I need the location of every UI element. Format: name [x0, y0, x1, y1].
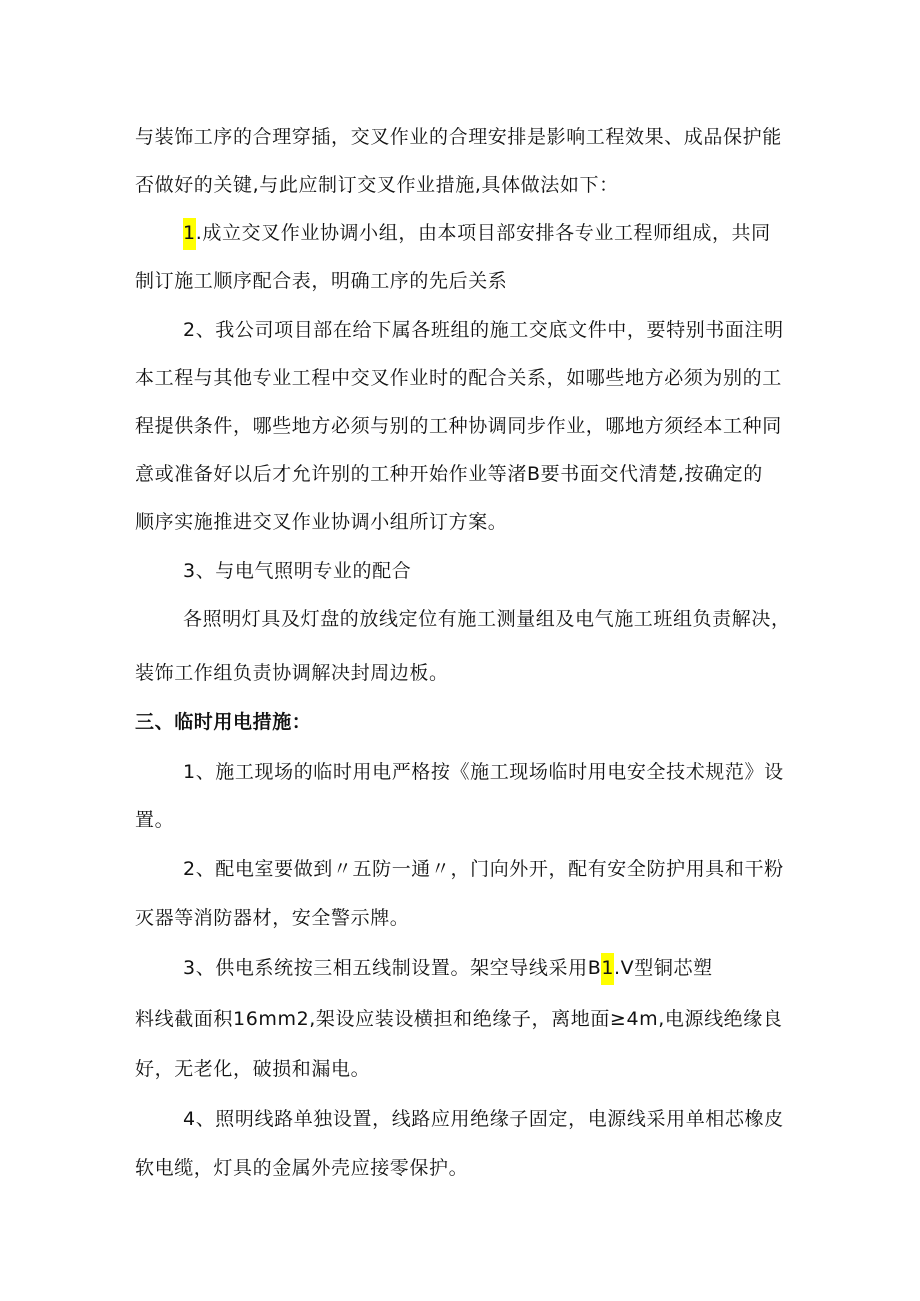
- list-item-3-line: 3、与电气照明专业的配合: [183, 560, 412, 582]
- list-item-2-line: 2、我公司项目部在给下属各班组的施工交底文件中，要特别书面注明: [183, 319, 784, 341]
- list-item-text: .成立交叉作业协调小组，由本项目部安排各专业工程师组成，共同: [195, 222, 771, 244]
- s3-item-3-text: 3、供电系统按三相五线制设置。架空导线采用B: [183, 957, 602, 979]
- paragraph-line: 各照明灯具及灯盘的放线定位有施工测量组及电气施工班组负责解决，: [183, 608, 791, 630]
- paragraph-line: 意或准备好以后才允许别的工种开始作业等渚B要书面交代清楚,按确定的: [135, 463, 763, 485]
- paragraph-line: 灭器等消防器材，安全警示牌。: [135, 907, 410, 929]
- paragraph-line: 本工程与其他专业工程中交叉作业时的配合关系，如哪些地方必须为别的工: [135, 367, 782, 389]
- section-heading: 三、临时用电措施：: [135, 711, 312, 733]
- highlighted-number: 1: [183, 218, 196, 250]
- paragraph-line: 软电缆，灯具的金属外壳应接零保护。: [135, 1157, 469, 1179]
- paragraph-line: 装饰工作组负责协调解决封周边板。: [135, 662, 449, 684]
- paragraph-line: 置。: [135, 809, 175, 831]
- paragraph-line: 顺序实施推进交叉作业协调小组所订方案。: [135, 511, 508, 533]
- s3-item-4-line: 4、照明线路单独设置，线路应用绝缘子固定，电源线采用单相芯橡皮: [183, 1108, 784, 1130]
- highlighted-number: 1: [601, 953, 614, 985]
- s3-item-3-text-tail: .V型铜芯塑: [614, 957, 713, 979]
- paragraph-line: 料线截面积16mm2,架设应装设横担和绝缘子，离地面≥4m,电源线绝缘良: [135, 1008, 783, 1030]
- paragraph-line: 制订施工顺序配合表，明确工序的先后关系: [135, 270, 508, 292]
- list-item-1-line: [183, 220, 771, 246]
- paragraph-line: 与装饰工序的合理穿插，交叉作业的合理安排是影响工程效果、成品保护能: [135, 126, 782, 148]
- paragraph-line: 否做好的关键,与此应制订交叉作业措施,具体做法如下：: [135, 174, 619, 196]
- s3-item-2-line: 2、配电室要做到〃五防一通〃，门向外开，配有安全防护用具和干粉: [183, 858, 784, 880]
- paragraph-line: 好，无老化，破损和漏电。: [135, 1058, 371, 1080]
- s3-item-3-line: [183, 955, 713, 981]
- s3-item-1-line: 1、施工现场的临时用电严格按《施工现场临时用电安全技术规范》设: [183, 761, 784, 783]
- paragraph-line: 程提供条件，哪些地方必须与别的工种协调同步作业，哪地方须经本工种同: [135, 415, 782, 437]
